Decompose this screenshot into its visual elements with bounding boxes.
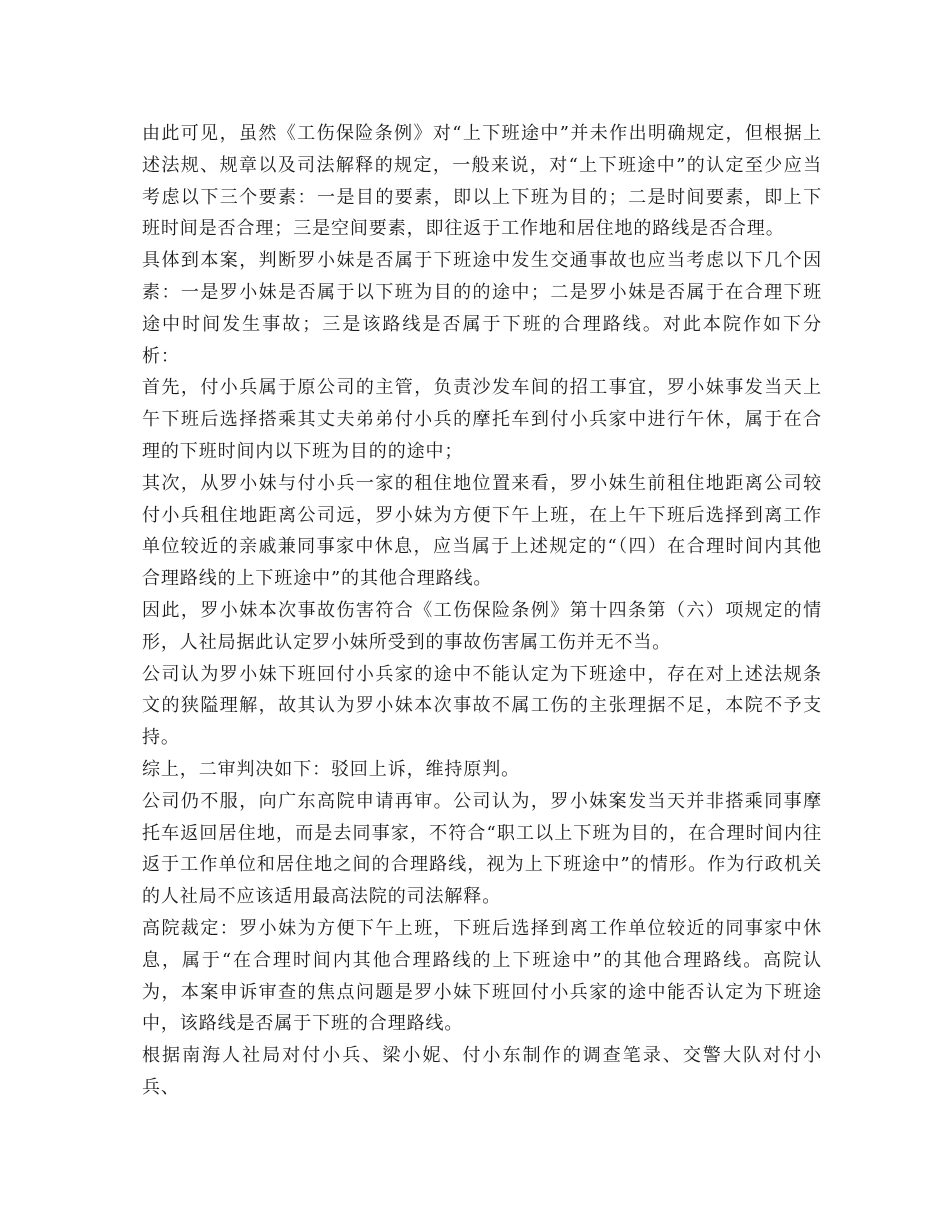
paragraph: 根据南海人社局对付小兵、梁小妮、付小东制作的调查笔录、交警大队对付小兵、 xyxy=(142,1045,822,1098)
paragraph: 公司仍不服，向广东高院申请再审。公司认为，罗小妹案发当天并非搭乘同事摩托车返回居住地，而是去同事家，不符合“职工以上下班为目的，在合理时间内往返于工作单位和居住地之间的合理路线，视为上下班途中”的情形。作为行政机关的人社局不应该适用最高法院的司法解释。 xyxy=(142,790,822,908)
paragraph: 公司认为罗小妹下班回付小兵家的途中不能认定为下班途中，存在对上述法规条文的狭隘理解，故其认为罗小妹本次事故不属工伤的主张理据不足，本院不予支持。 xyxy=(142,663,822,749)
paragraph: 因此，罗小妹本次事故伤害符合《工伤保险条例》第十四条第（六）项规定的情形，人社局据此认定罗小妹所受到的事故伤害属工伤并无不当。 xyxy=(142,599,822,653)
paragraph: 首先，付小兵属于原公司的主管，负责沙发车间的招工事宜，罗小妹事发当天上午下班后选择搭乘其丈夫弟弟付小兵的摩托车到付小兵家中进行午休，属于在合理的下班时间内以下班为目的的途中； xyxy=(142,377,822,462)
paragraph: 由此可见，虽然《工伤保险条例》对“上下班途中”并未作出明确规定，但根据上述法规、规章以及司法解释的规定，一般来说，对“上下班途中”的认定至少应当考虑以下三个要素：一是目的要素，即以上下班为目的；二是时间要素，即上下班时间是否合理；三是空间要素，即往返于工作地和居住地的路线是否合理。 xyxy=(142,123,822,240)
paragraph: 综上，二审判决如下：驳回上诉，维持原判。 xyxy=(142,758,520,780)
paragraph: 具体到本案，判断罗小妹是否属于下班途中发生交通事故也应当考虑以下几个因素：一是罗小妹是否属于以下班为目的的途中；二是罗小妹是否属于在合理下班途中时间发生事故；三是该路线是否属于下班的合理路线。对此本院作如下分析： xyxy=(142,250,822,367)
document-body xyxy=(142,118,822,1104)
paragraph: 其次，从罗小妹与付小兵一家的租住地位置来看，罗小妹生前租住地距离公司较付小兵租住地距离公司远，罗小妹为方便下午上班，在上午下班后选择到离工作单位较近的亲戚兼同事家中休息，应当属于上述规定的“（四）在合理时间内其他合理路线的上下班途中”的其他合理路线。 xyxy=(142,472,822,590)
paragraph: 高院裁定：罗小妹为方便下午上班，下班后选择到离工作单位较近的同事家中休息，属于“在合理时间内其他合理路线的上下班途中”的其他合理路线。高院认为，本案申诉审查的焦点问题是罗小妹下班回付小兵家的途中能否认定为下班途中，该路线是否属于下班的合理路线。 xyxy=(142,917,822,1035)
